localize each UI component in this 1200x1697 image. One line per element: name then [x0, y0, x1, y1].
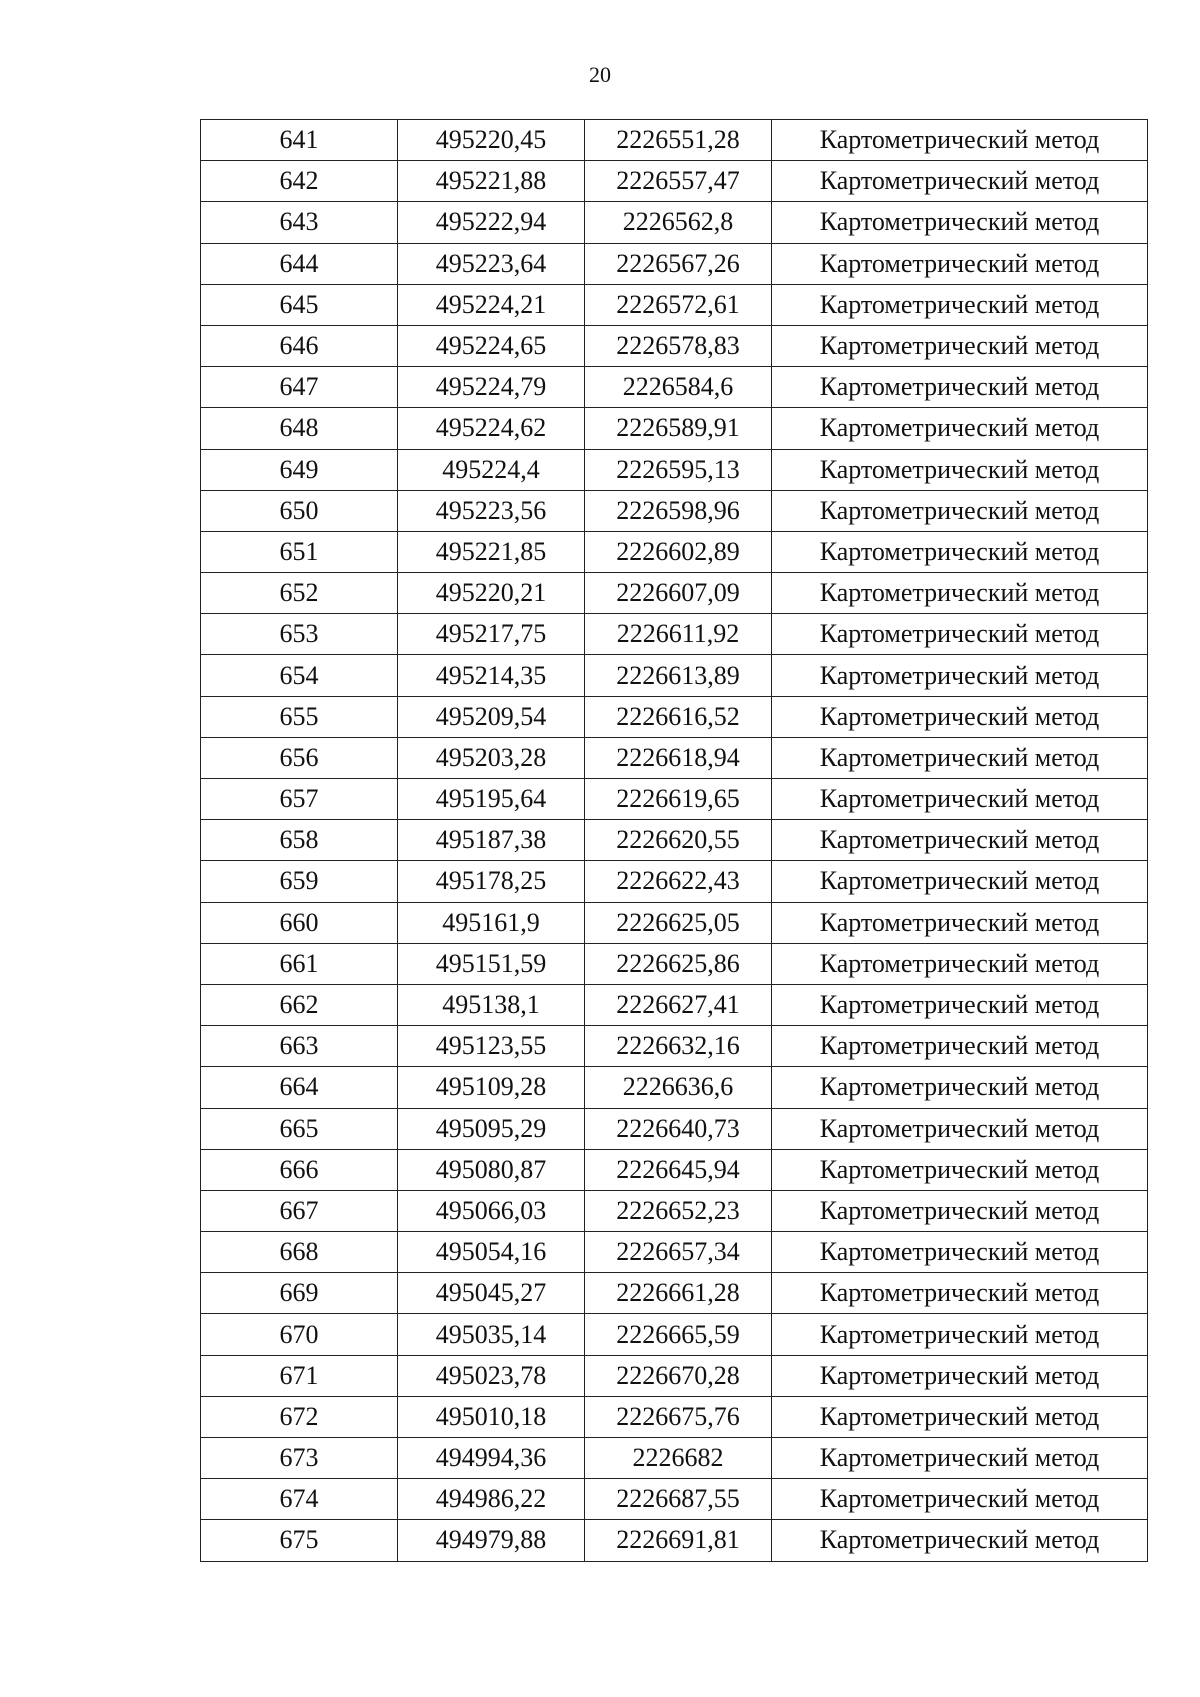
y-coordinate-cell: 2226607,09: [585, 573, 772, 614]
table-row: [201, 408, 1148, 449]
point-number-cell: 643: [201, 202, 398, 243]
point-number-cell: 642: [201, 161, 398, 202]
point-number-cell: 662: [201, 984, 398, 1025]
table-row: [201, 1438, 1148, 1479]
table-row: [201, 820, 1148, 861]
y-coordinate-cell: 2226619,65: [585, 779, 772, 820]
y-coordinate-cell: 2226670,28: [585, 1355, 772, 1396]
point-number-cell: 671: [201, 1355, 398, 1396]
method-cell: Картометрический метод: [772, 1108, 1148, 1149]
x-coordinate-cell: 495195,64: [398, 779, 585, 820]
table-row: [201, 367, 1148, 408]
method-cell: Картометрический метод: [772, 1438, 1148, 1479]
x-coordinate-cell: 495223,56: [398, 490, 585, 531]
y-coordinate-cell: 2226611,92: [585, 614, 772, 655]
x-coordinate-cell: 495224,62: [398, 408, 585, 449]
x-coordinate-cell: 494979,88: [398, 1520, 585, 1561]
table-row: [201, 984, 1148, 1025]
table-row: [201, 1520, 1148, 1561]
table-row: [201, 943, 1148, 984]
y-coordinate-cell: 2226613,89: [585, 655, 772, 696]
x-coordinate-cell: 495010,18: [398, 1396, 585, 1437]
x-coordinate-cell: 495221,85: [398, 531, 585, 572]
y-coordinate-cell: 2226551,28: [585, 120, 772, 161]
table-row: [201, 902, 1148, 943]
y-coordinate-cell: 2226584,6: [585, 367, 772, 408]
method-cell: Картометрический метод: [772, 984, 1148, 1025]
point-number-cell: 649: [201, 449, 398, 490]
y-coordinate-cell: 2226632,16: [585, 1026, 772, 1067]
y-coordinate-cell: 2226598,96: [585, 490, 772, 531]
x-coordinate-cell: 495221,88: [398, 161, 585, 202]
table-row: [201, 325, 1148, 366]
x-coordinate-cell: 495161,9: [398, 902, 585, 943]
point-number-cell: 665: [201, 1108, 398, 1149]
coordinates-table: [200, 119, 1148, 1562]
point-number-cell: 673: [201, 1438, 398, 1479]
point-number-cell: 664: [201, 1067, 398, 1108]
method-cell: Картометрический метод: [772, 779, 1148, 820]
method-cell: Картометрический метод: [772, 1314, 1148, 1355]
method-cell: Картометрический метод: [772, 737, 1148, 778]
table-row: [201, 531, 1148, 572]
table-row: [201, 449, 1148, 490]
x-coordinate-cell: 494986,22: [398, 1479, 585, 1520]
table-row: [201, 490, 1148, 531]
point-number-cell: 654: [201, 655, 398, 696]
x-coordinate-cell: 495045,27: [398, 1273, 585, 1314]
y-coordinate-cell: 2226595,13: [585, 449, 772, 490]
x-coordinate-cell: 495151,59: [398, 943, 585, 984]
table-row: [201, 1355, 1148, 1396]
method-cell: Картометрический метод: [772, 531, 1148, 572]
y-coordinate-cell: 2226640,73: [585, 1108, 772, 1149]
x-coordinate-cell: 495209,54: [398, 696, 585, 737]
table-row: [201, 202, 1148, 243]
table-row: [201, 1479, 1148, 1520]
method-cell: Картометрический метод: [772, 1520, 1148, 1561]
table-row: [201, 1190, 1148, 1231]
point-number-cell: 672: [201, 1396, 398, 1437]
point-number-cell: 656: [201, 737, 398, 778]
method-cell: Картометрический метод: [772, 161, 1148, 202]
y-coordinate-cell: 2226572,61: [585, 284, 772, 325]
x-coordinate-cell: 494994,36: [398, 1438, 585, 1479]
method-cell: Картометрический метод: [772, 696, 1148, 737]
table-row: [201, 573, 1148, 614]
x-coordinate-cell: 495023,78: [398, 1355, 585, 1396]
method-cell: Картометрический метод: [772, 1190, 1148, 1231]
page-number: 20: [589, 62, 611, 87]
method-cell: Картометрический метод: [772, 1232, 1148, 1273]
method-cell: Картометрический метод: [772, 449, 1148, 490]
method-cell: Картометрический метод: [772, 1026, 1148, 1067]
table-row: [201, 1067, 1148, 1108]
y-coordinate-cell: 2226652,23: [585, 1190, 772, 1231]
point-number-cell: 661: [201, 943, 398, 984]
point-number-cell: 663: [201, 1026, 398, 1067]
x-coordinate-cell: 495220,21: [398, 573, 585, 614]
table-row: [201, 696, 1148, 737]
x-coordinate-cell: 495178,25: [398, 861, 585, 902]
method-cell: Картометрический метод: [772, 861, 1148, 902]
table-row: [201, 243, 1148, 284]
method-cell: Картометрический метод: [772, 1396, 1148, 1437]
point-number-cell: 674: [201, 1479, 398, 1520]
table-row: [201, 120, 1148, 161]
point-number-cell: 650: [201, 490, 398, 531]
x-coordinate-cell: 495224,4: [398, 449, 585, 490]
y-coordinate-cell: 2226562,8: [585, 202, 772, 243]
method-cell: Картометрический метод: [772, 1355, 1148, 1396]
y-coordinate-cell: 2226687,55: [585, 1479, 772, 1520]
point-number-cell: 655: [201, 696, 398, 737]
table-row: [201, 737, 1148, 778]
y-coordinate-cell: 2226625,05: [585, 902, 772, 943]
y-coordinate-cell: 2226589,91: [585, 408, 772, 449]
y-coordinate-cell: 2226622,43: [585, 861, 772, 902]
point-number-cell: 667: [201, 1190, 398, 1231]
method-cell: Картометрический метод: [772, 202, 1148, 243]
method-cell: Картометрический метод: [772, 284, 1148, 325]
method-cell: Картометрический метод: [772, 902, 1148, 943]
point-number-cell: 653: [201, 614, 398, 655]
method-cell: Картометрический метод: [772, 820, 1148, 861]
point-number-cell: 645: [201, 284, 398, 325]
point-number-cell: 651: [201, 531, 398, 572]
point-number-cell: 670: [201, 1314, 398, 1355]
table-row: [201, 284, 1148, 325]
x-coordinate-cell: 495080,87: [398, 1149, 585, 1190]
method-cell: Картометрический метод: [772, 1149, 1148, 1190]
x-coordinate-cell: 495222,94: [398, 202, 585, 243]
x-coordinate-cell: 495054,16: [398, 1232, 585, 1273]
point-number-cell: 641: [201, 120, 398, 161]
method-cell: Картометрический метод: [772, 573, 1148, 614]
x-coordinate-cell: 495109,28: [398, 1067, 585, 1108]
table-row: [201, 1273, 1148, 1314]
y-coordinate-cell: 2226557,47: [585, 161, 772, 202]
x-coordinate-cell: 495217,75: [398, 614, 585, 655]
point-number-cell: 658: [201, 820, 398, 861]
point-number-cell: 675: [201, 1520, 398, 1561]
table-row: [201, 1108, 1148, 1149]
method-cell: Картометрический метод: [772, 943, 1148, 984]
method-cell: Картометрический метод: [772, 655, 1148, 696]
x-coordinate-cell: 495095,29: [398, 1108, 585, 1149]
method-cell: Картометрический метод: [772, 1273, 1148, 1314]
y-coordinate-cell: 2226616,52: [585, 696, 772, 737]
point-number-cell: 644: [201, 243, 398, 284]
y-coordinate-cell: 2226602,89: [585, 531, 772, 572]
x-coordinate-cell: 495035,14: [398, 1314, 585, 1355]
y-coordinate-cell: 2226636,6: [585, 1067, 772, 1108]
method-cell: Картометрический метод: [772, 490, 1148, 531]
point-number-cell: 659: [201, 861, 398, 902]
table-row: [201, 1314, 1148, 1355]
y-coordinate-cell: 2226620,55: [585, 820, 772, 861]
x-coordinate-cell: 495224,79: [398, 367, 585, 408]
y-coordinate-cell: 2226625,86: [585, 943, 772, 984]
method-cell: Картометрический метод: [772, 408, 1148, 449]
table-row: [201, 655, 1148, 696]
y-coordinate-cell: 2226567,26: [585, 243, 772, 284]
x-coordinate-cell: 495214,35: [398, 655, 585, 696]
y-coordinate-cell: 2226657,34: [585, 1232, 772, 1273]
method-cell: Картометрический метод: [772, 614, 1148, 655]
point-number-cell: 646: [201, 325, 398, 366]
x-coordinate-cell: 495138,1: [398, 984, 585, 1025]
point-number-cell: 666: [201, 1149, 398, 1190]
point-number-cell: 647: [201, 367, 398, 408]
method-cell: Картометрический метод: [772, 325, 1148, 366]
table-row: [201, 861, 1148, 902]
point-number-cell: 669: [201, 1273, 398, 1314]
y-coordinate-cell: 2226665,59: [585, 1314, 772, 1355]
table-row: [201, 1026, 1148, 1067]
x-coordinate-cell: 495203,28: [398, 737, 585, 778]
x-coordinate-cell: 495220,45: [398, 120, 585, 161]
y-coordinate-cell: 2226578,83: [585, 325, 772, 366]
x-coordinate-cell: 495066,03: [398, 1190, 585, 1231]
point-number-cell: 648: [201, 408, 398, 449]
x-coordinate-cell: 495187,38: [398, 820, 585, 861]
x-coordinate-cell: 495224,21: [398, 284, 585, 325]
method-cell: Картометрический метод: [772, 1067, 1148, 1108]
table-row: [201, 1232, 1148, 1273]
point-number-cell: 660: [201, 902, 398, 943]
table-row: [201, 1149, 1148, 1190]
y-coordinate-cell: 2226691,81: [585, 1520, 772, 1561]
table-row: [201, 614, 1148, 655]
y-coordinate-cell: 2226675,76: [585, 1396, 772, 1437]
y-coordinate-cell: 2226627,41: [585, 984, 772, 1025]
x-coordinate-cell: 495224,65: [398, 325, 585, 366]
table-row: [201, 779, 1148, 820]
x-coordinate-cell: 495123,55: [398, 1026, 585, 1067]
table-row: [201, 161, 1148, 202]
method-cell: Картометрический метод: [772, 243, 1148, 284]
method-cell: Картометрический метод: [772, 367, 1148, 408]
point-number-cell: 652: [201, 573, 398, 614]
coordinates-table-body: [201, 120, 1148, 1562]
y-coordinate-cell: 2226661,28: [585, 1273, 772, 1314]
point-number-cell: 657: [201, 779, 398, 820]
y-coordinate-cell: 2226618,94: [585, 737, 772, 778]
point-number-cell: 668: [201, 1232, 398, 1273]
method-cell: Картометрический метод: [772, 1479, 1148, 1520]
y-coordinate-cell: 2226645,94: [585, 1149, 772, 1190]
y-coordinate-cell: 2226682: [585, 1438, 772, 1479]
x-coordinate-cell: 495223,64: [398, 243, 585, 284]
method-cell: Картометрический метод: [772, 120, 1148, 161]
table-row: [201, 1396, 1148, 1437]
